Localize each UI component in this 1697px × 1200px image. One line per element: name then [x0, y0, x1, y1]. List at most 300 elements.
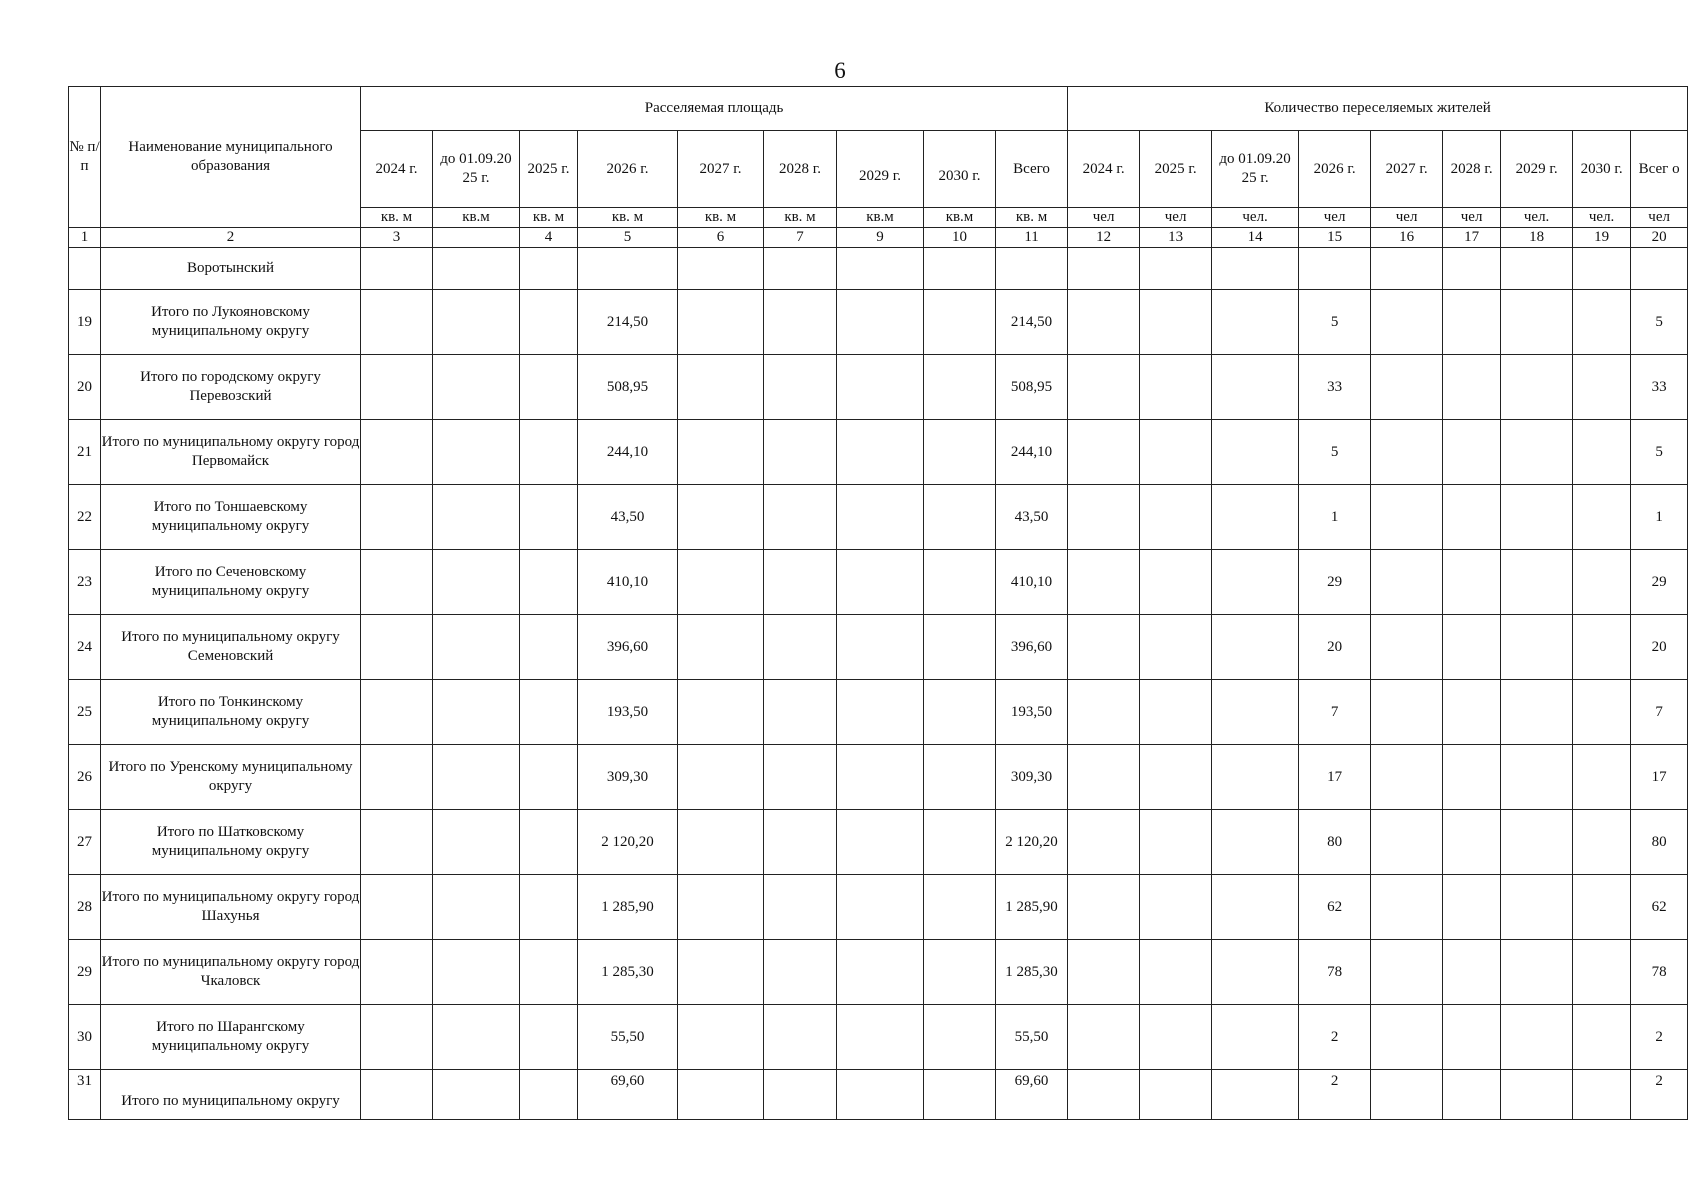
area-total-cell: 1 285,30 — [996, 940, 1068, 1005]
area-total-cell: 69,60 — [996, 1070, 1068, 1120]
residents-2030-cell — [1573, 1005, 1631, 1070]
row-number: 20 — [69, 355, 101, 420]
area-2030-cell — [924, 680, 996, 745]
res-year: 2026 г. — [1299, 131, 1371, 208]
area-2028-cell — [764, 355, 837, 420]
residents-until-sep-2025-cell — [1212, 745, 1299, 810]
area-2025-cell — [520, 745, 578, 810]
area-unit: кв. м — [764, 208, 837, 228]
residents-2024-cell — [1068, 420, 1140, 485]
residents-2026-cell: 62 — [1299, 875, 1371, 940]
row-name: Итого по городскому округу Перевозский — [101, 355, 361, 420]
residents-2024-cell — [1068, 940, 1140, 1005]
area-2024-cell — [361, 875, 433, 940]
residents-2027-cell — [1371, 940, 1443, 1005]
area-2026-cell: 396,60 — [578, 615, 678, 680]
area-total-cell: 244,10 — [996, 420, 1068, 485]
area-2024-cell — [361, 550, 433, 615]
area-2030-cell — [924, 940, 996, 1005]
area-2027-cell — [678, 680, 764, 745]
residents-2028-cell — [1443, 1005, 1501, 1070]
residents-total-cell: 78 — [1631, 940, 1688, 1005]
residents-total-cell: 5 — [1631, 420, 1688, 485]
residents-2025-cell — [1140, 485, 1212, 550]
area-2028-cell — [764, 745, 837, 810]
column-number: 13 — [1140, 228, 1212, 248]
row-name: Итого по муниципальному округу город Первомайск — [101, 420, 361, 485]
residents-2024-cell — [1068, 550, 1140, 615]
residents-2027-cell — [1371, 745, 1443, 810]
residents-2028-cell — [1443, 1070, 1501, 1120]
area-unit: кв. м — [578, 208, 678, 228]
residents-2029-cell — [1501, 745, 1573, 810]
row-number — [69, 248, 101, 290]
area-unit: кв. м — [678, 208, 764, 228]
row-name: Итого по Уренскому муниципальному округу — [101, 745, 361, 810]
column-number: 2 — [101, 228, 361, 248]
res-unit: чел — [1299, 208, 1371, 228]
area-year: 2029 г. — [837, 131, 924, 208]
column-number: 20 — [1631, 228, 1688, 248]
residents-2026-cell: 5 — [1299, 290, 1371, 355]
area-2029-cell — [837, 355, 924, 420]
row-name: Воротынский — [101, 248, 361, 290]
residents-2030-cell — [1573, 875, 1631, 940]
table-row — [69, 680, 1688, 745]
area-total-cell: 214,50 — [996, 290, 1068, 355]
area-2028-cell — [764, 1070, 837, 1120]
residents-2028-cell — [1443, 810, 1501, 875]
row-number: 19 — [69, 290, 101, 355]
area-year: 2028 г. — [764, 131, 837, 208]
area-total-cell: 396,60 — [996, 615, 1068, 680]
residents-2029-cell — [1501, 550, 1573, 615]
residents-until-sep-2025-cell — [1212, 355, 1299, 420]
area-2025-cell — [520, 1005, 578, 1070]
area-unit: кв.м — [433, 208, 520, 228]
area-2028-cell — [764, 875, 837, 940]
residents-2027-cell — [1371, 290, 1443, 355]
area-2027-cell — [678, 1005, 764, 1070]
residents-until-sep-2025-cell — [1212, 1005, 1299, 1070]
area-2024-cell — [361, 420, 433, 485]
column-number: 16 — [1371, 228, 1443, 248]
area-2029-cell — [837, 1070, 924, 1120]
residents-2027-cell — [1371, 810, 1443, 875]
area-2026-cell: 508,95 — [578, 355, 678, 420]
residents-2028-cell — [1443, 485, 1501, 550]
residents-2027-cell — [1371, 1005, 1443, 1070]
residents-total-cell: 5 — [1631, 290, 1688, 355]
residents-total-cell: 17 — [1631, 745, 1688, 810]
residents-total-cell: 62 — [1631, 875, 1688, 940]
row-number: 30 — [69, 1005, 101, 1070]
residents-2024-cell — [1068, 615, 1140, 680]
row-name: Итого по Тоншаевскому муниципальному округу — [101, 485, 361, 550]
residents-2028-cell — [1443, 420, 1501, 485]
area-2028-cell — [764, 420, 837, 485]
residents-2029-cell — [1501, 290, 1573, 355]
area-2024-cell — [361, 615, 433, 680]
residents-until-sep-2025-cell — [1212, 1070, 1299, 1120]
area-2027-cell — [678, 810, 764, 875]
table-row — [69, 875, 1688, 940]
area-2024-cell — [361, 680, 433, 745]
residents-2024-cell — [1068, 1070, 1140, 1120]
residents-2030-cell — [1573, 355, 1631, 420]
res-year: до 01.09.20 25 г. — [1212, 131, 1299, 208]
area-2030-cell — [924, 875, 996, 940]
residents-2029-cell — [1501, 680, 1573, 745]
area-2028-cell — [764, 680, 837, 745]
row-number: 29 — [69, 940, 101, 1005]
residents-2030-cell — [1573, 550, 1631, 615]
row-name: Итого по Тонкинскому муниципальному округу — [101, 680, 361, 745]
area-2024-cell — [361, 355, 433, 420]
area-2028-cell — [764, 290, 837, 355]
residents-2024-cell — [1068, 355, 1140, 420]
residents-2026-cell: 33 — [1299, 355, 1371, 420]
residents-2025-cell — [1140, 550, 1212, 615]
residents-2029-cell — [1501, 485, 1573, 550]
area-total-cell: 193,50 — [996, 680, 1068, 745]
header-name: Наименование муниципального образования — [101, 87, 361, 228]
column-number: 11 — [996, 228, 1068, 248]
area-2029-cell — [837, 485, 924, 550]
area-until-sep-2025-cell — [433, 1005, 520, 1070]
residents-2026-cell: 17 — [1299, 745, 1371, 810]
residents-2030-cell — [1573, 485, 1631, 550]
column-number: 12 — [1068, 228, 1140, 248]
area-2025-cell — [520, 810, 578, 875]
res-unit: чел — [1443, 208, 1501, 228]
area-until-sep-2025-cell — [433, 875, 520, 940]
res-unit: чел — [1068, 208, 1140, 228]
area-total-cell: 43,50 — [996, 485, 1068, 550]
residents-2025-cell — [1140, 615, 1212, 680]
residents-total-cell: 7 — [1631, 680, 1688, 745]
res-year: 2025 г. — [1140, 131, 1212, 208]
area-2029-cell — [837, 1005, 924, 1070]
residents-2030-cell — [1573, 615, 1631, 680]
area-year: Всего — [996, 131, 1068, 208]
area-until-sep-2025-cell — [433, 485, 520, 550]
area-2030-cell — [924, 355, 996, 420]
residents-until-sep-2025-cell — [1212, 550, 1299, 615]
area-2028-cell — [764, 940, 837, 1005]
area-unit: кв.м — [837, 208, 924, 228]
residents-total-cell: 1 — [1631, 485, 1688, 550]
area-2027-cell — [678, 1070, 764, 1120]
table-row — [69, 290, 1688, 355]
area-year: 2026 г. — [578, 131, 678, 208]
column-number: 5 — [578, 228, 678, 248]
area-2026-cell: 1 285,30 — [578, 940, 678, 1005]
area-until-sep-2025-cell — [433, 355, 520, 420]
table-row — [69, 1070, 1688, 1120]
residents-2029-cell — [1501, 355, 1573, 420]
area-until-sep-2025-cell — [433, 680, 520, 745]
residents-until-sep-2025-cell — [1212, 485, 1299, 550]
row-number: 28 — [69, 875, 101, 940]
area-2029-cell — [837, 615, 924, 680]
area-2025-cell — [520, 420, 578, 485]
area-2025-cell — [520, 355, 578, 420]
residents-2025-cell — [1140, 875, 1212, 940]
area-2030-cell — [924, 1005, 996, 1070]
residents-2028-cell — [1443, 680, 1501, 745]
column-number: 6 — [678, 228, 764, 248]
residents-2027-cell — [1371, 1070, 1443, 1120]
residents-2028-cell — [1443, 745, 1501, 810]
res-year: 2024 г. — [1068, 131, 1140, 208]
residents-2026-cell: 2 — [1299, 1005, 1371, 1070]
residents-2029-cell — [1501, 940, 1573, 1005]
area-2024-cell — [361, 485, 433, 550]
residents-total-cell: 29 — [1631, 550, 1688, 615]
area-until-sep-2025-cell — [433, 420, 520, 485]
residents-2030-cell — [1573, 1070, 1631, 1120]
column-number: 14 — [1212, 228, 1299, 248]
area-year: 2024 г. — [361, 131, 433, 208]
column-number: 18 — [1501, 228, 1573, 248]
area-2030-cell — [924, 745, 996, 810]
residents-2030-cell — [1573, 810, 1631, 875]
area-2025-cell — [520, 485, 578, 550]
residents-2029-cell — [1501, 1005, 1573, 1070]
residents-2029-cell — [1501, 615, 1573, 680]
header-num: № п/п — [69, 87, 101, 228]
area-2027-cell — [678, 940, 764, 1005]
area-2026-cell: 410,10 — [578, 550, 678, 615]
area-2027-cell — [678, 550, 764, 615]
area-2030-cell — [924, 290, 996, 355]
residents-2024-cell — [1068, 810, 1140, 875]
table-row — [69, 810, 1688, 875]
row-number: 22 — [69, 485, 101, 550]
residents-total-cell: 33 — [1631, 355, 1688, 420]
area-unit: кв. м — [996, 208, 1068, 228]
residents-2026-cell: 7 — [1299, 680, 1371, 745]
page-number: 6 — [834, 58, 846, 83]
area-unit: кв. м — [361, 208, 433, 228]
residents-2025-cell — [1140, 680, 1212, 745]
area-total-cell: 410,10 — [996, 550, 1068, 615]
row-number: 23 — [69, 550, 101, 615]
residents-2027-cell — [1371, 420, 1443, 485]
residents-2029-cell — [1501, 1070, 1573, 1120]
res-year: Всег о — [1631, 131, 1688, 208]
residents-2024-cell — [1068, 485, 1140, 550]
column-number: 9 — [837, 228, 924, 248]
area-2028-cell — [764, 550, 837, 615]
area-year: 2025 г. — [520, 131, 578, 208]
table-row — [69, 940, 1688, 1005]
res-year: 2027 г. — [1371, 131, 1443, 208]
column-number: 19 — [1573, 228, 1631, 248]
residents-2026-cell: 29 — [1299, 550, 1371, 615]
residents-2028-cell — [1443, 875, 1501, 940]
column-number — [433, 228, 520, 248]
row-number: 26 — [69, 745, 101, 810]
area-until-sep-2025-cell — [433, 745, 520, 810]
area-until-sep-2025-cell — [433, 940, 520, 1005]
res-unit: чел. — [1573, 208, 1631, 228]
area-2024-cell — [361, 810, 433, 875]
residents-2028-cell — [1443, 940, 1501, 1005]
area-2026-cell: 1 285,90 — [578, 875, 678, 940]
residents-2025-cell — [1140, 290, 1212, 355]
residents-2025-cell — [1140, 355, 1212, 420]
table-row — [69, 550, 1688, 615]
residents-total-cell: 2 — [1631, 1070, 1688, 1120]
column-number-row — [69, 228, 1688, 248]
area-2024-cell — [361, 1005, 433, 1070]
area-2028-cell — [764, 615, 837, 680]
row-name: Итого по Шатковскому муниципальному округу — [101, 810, 361, 875]
res-unit: чел — [1371, 208, 1443, 228]
residents-2028-cell — [1443, 615, 1501, 680]
residents-until-sep-2025-cell — [1212, 875, 1299, 940]
residents-2028-cell — [1443, 550, 1501, 615]
table-row — [69, 1005, 1688, 1070]
residents-until-sep-2025-cell — [1212, 940, 1299, 1005]
area-until-sep-2025-cell — [433, 615, 520, 680]
column-number: 10 — [924, 228, 996, 248]
residents-2029-cell — [1501, 875, 1573, 940]
row-number: 27 — [69, 810, 101, 875]
area-2027-cell — [678, 745, 764, 810]
area-2027-cell — [678, 875, 764, 940]
res-year: 2029 г. — [1501, 131, 1573, 208]
res-year: 2028 г. — [1443, 131, 1501, 208]
residents-total-cell: 20 — [1631, 615, 1688, 680]
header-area-group: Расселяемая площадь — [361, 87, 1068, 131]
residents-2029-cell — [1501, 810, 1573, 875]
area-2027-cell — [678, 420, 764, 485]
row-number: 21 — [69, 420, 101, 485]
residents-2024-cell — [1068, 745, 1140, 810]
area-2025-cell — [520, 875, 578, 940]
residents-2026-cell: 2 — [1299, 1070, 1371, 1120]
area-total-cell: 1 285,90 — [996, 875, 1068, 940]
table-row — [69, 248, 1688, 290]
area-2027-cell — [678, 615, 764, 680]
row-number: 24 — [69, 615, 101, 680]
res-unit: чел. — [1212, 208, 1299, 228]
area-total-cell: 55,50 — [996, 1005, 1068, 1070]
row-name: Итого по Шарангскому муниципальному округу — [101, 1005, 361, 1070]
column-number: 4 — [520, 228, 578, 248]
area-year: 2030 г. — [924, 131, 996, 208]
area-2028-cell — [764, 810, 837, 875]
area-2029-cell — [837, 680, 924, 745]
residents-until-sep-2025-cell — [1212, 810, 1299, 875]
area-2030-cell — [924, 615, 996, 680]
area-2026-cell: 193,50 — [578, 680, 678, 745]
residents-2027-cell — [1371, 875, 1443, 940]
row-name: Итого по муниципальному округу Семеновский — [101, 615, 361, 680]
row-number: 25 — [69, 680, 101, 745]
area-2026-cell: 55,50 — [578, 1005, 678, 1070]
residents-2024-cell — [1068, 1005, 1140, 1070]
area-2026-cell: 244,10 — [578, 420, 678, 485]
area-2026-cell: 309,30 — [578, 745, 678, 810]
residents-2026-cell: 1 — [1299, 485, 1371, 550]
area-2027-cell — [678, 355, 764, 420]
residents-until-sep-2025-cell — [1212, 615, 1299, 680]
area-2029-cell — [837, 875, 924, 940]
area-until-sep-2025-cell — [433, 1070, 520, 1120]
residents-2030-cell — [1573, 420, 1631, 485]
area-2025-cell — [520, 1070, 578, 1120]
area-2026-cell: 214,50 — [578, 290, 678, 355]
residents-2025-cell — [1140, 1070, 1212, 1120]
resettlement-table — [68, 86, 1688, 1120]
residents-2026-cell: 80 — [1299, 810, 1371, 875]
area-2029-cell — [837, 550, 924, 615]
area-2027-cell — [678, 485, 764, 550]
residents-2024-cell — [1068, 680, 1140, 745]
area-2025-cell — [520, 615, 578, 680]
area-2029-cell — [837, 290, 924, 355]
area-2025-cell — [520, 680, 578, 745]
residents-2027-cell — [1371, 615, 1443, 680]
residents-until-sep-2025-cell — [1212, 420, 1299, 485]
residents-2024-cell — [1068, 875, 1140, 940]
column-number: 3 — [361, 228, 433, 248]
area-2024-cell — [361, 290, 433, 355]
row-number: 31 — [69, 1070, 101, 1120]
residents-2030-cell — [1573, 745, 1631, 810]
area-until-sep-2025-cell — [433, 810, 520, 875]
residents-2027-cell — [1371, 485, 1443, 550]
area-2024-cell — [361, 1070, 433, 1120]
area-until-sep-2025-cell — [433, 290, 520, 355]
area-2030-cell — [924, 550, 996, 615]
area-2028-cell — [764, 485, 837, 550]
residents-2025-cell — [1140, 810, 1212, 875]
residents-2025-cell — [1140, 940, 1212, 1005]
residents-total-cell: 80 — [1631, 810, 1688, 875]
area-2030-cell — [924, 420, 996, 485]
residents-2030-cell — [1573, 680, 1631, 745]
residents-until-sep-2025-cell — [1212, 290, 1299, 355]
header-residents-group: Количество переселяемых жителей — [1068, 87, 1688, 131]
area-unit: кв. м — [520, 208, 578, 228]
residents-2027-cell — [1371, 355, 1443, 420]
table-row — [69, 745, 1688, 810]
area-2029-cell — [837, 810, 924, 875]
area-2026-cell: 2 120,20 — [578, 810, 678, 875]
area-2026-cell: 43,50 — [578, 485, 678, 550]
residents-2025-cell — [1140, 1005, 1212, 1070]
area-total-cell: 309,30 — [996, 745, 1068, 810]
residents-total-cell: 2 — [1631, 1005, 1688, 1070]
area-2027-cell — [678, 290, 764, 355]
res-year: 2030 г. — [1573, 131, 1631, 208]
area-2024-cell — [361, 745, 433, 810]
row-name: Итого по муниципальному округу город Чкаловск — [101, 940, 361, 1005]
column-number: 7 — [764, 228, 837, 248]
res-unit: чел. — [1501, 208, 1573, 228]
residents-2025-cell — [1140, 420, 1212, 485]
area-2029-cell — [837, 420, 924, 485]
residents-2030-cell — [1573, 290, 1631, 355]
table-row — [69, 485, 1688, 550]
row-name: Итого по Лукояновскому муниципальному округу — [101, 290, 361, 355]
residents-2024-cell — [1068, 290, 1140, 355]
